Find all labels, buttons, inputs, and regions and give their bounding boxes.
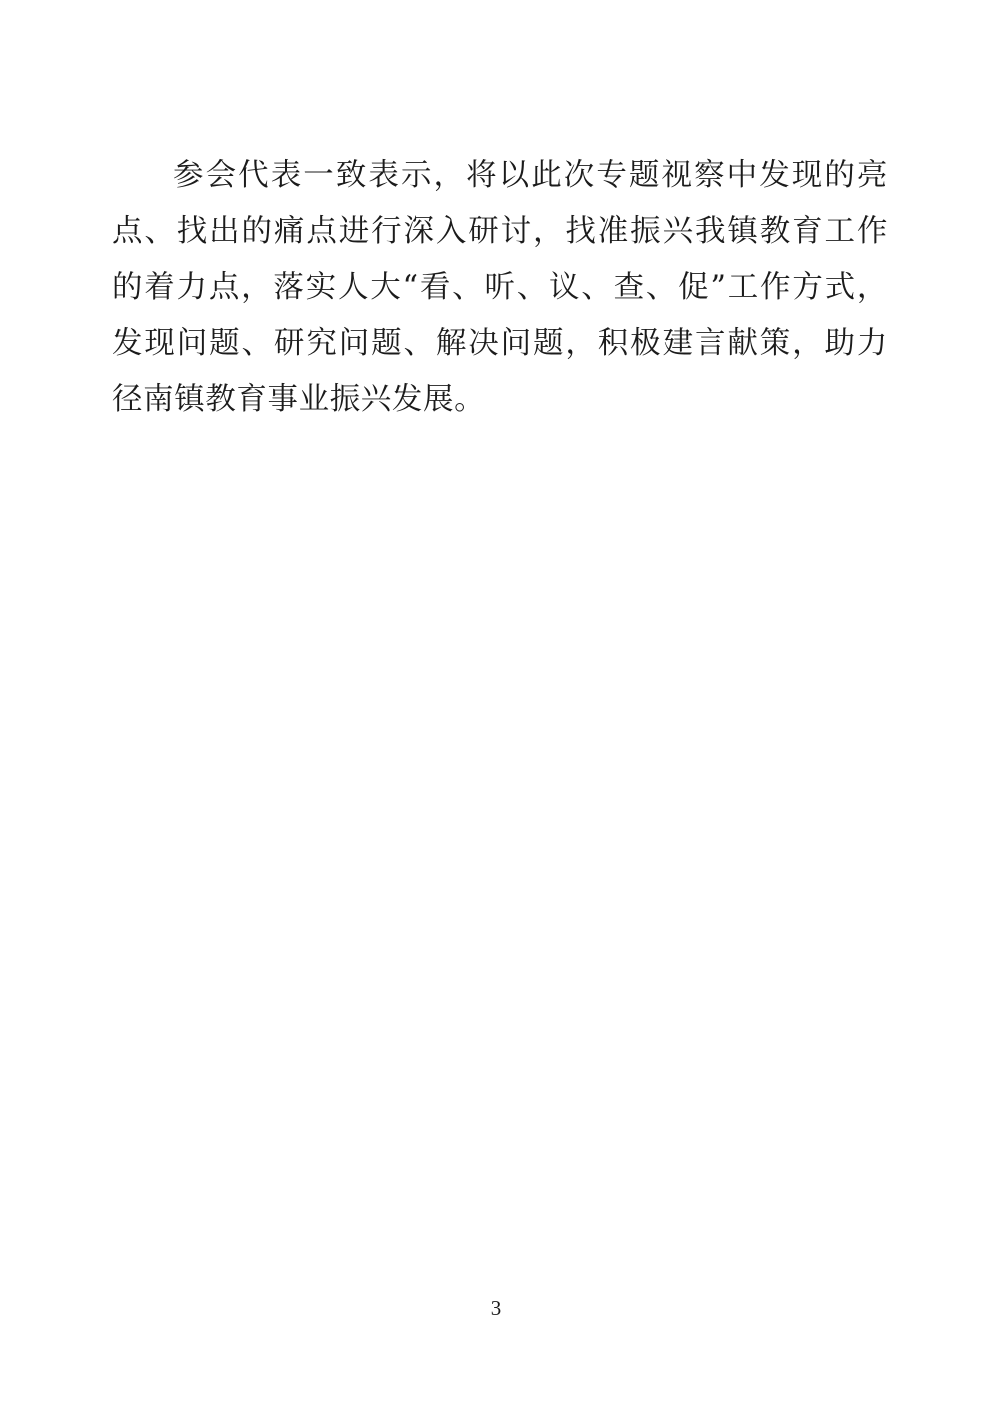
body-paragraph: 参会代表一致表示，将以此次专题视察中发现的亮点、找出的痛点进行深入研讨，找准振兴我镇教育工作的着力点，落实人大“看、听、议、查、促”工作方式，发现问题、研究问题、解决问题，积极建言献策，助力径南镇教育事业振兴发展。 [112, 158, 888, 417]
page-number: 3 [490, 1296, 502, 1320]
document-body [112, 148, 888, 428]
